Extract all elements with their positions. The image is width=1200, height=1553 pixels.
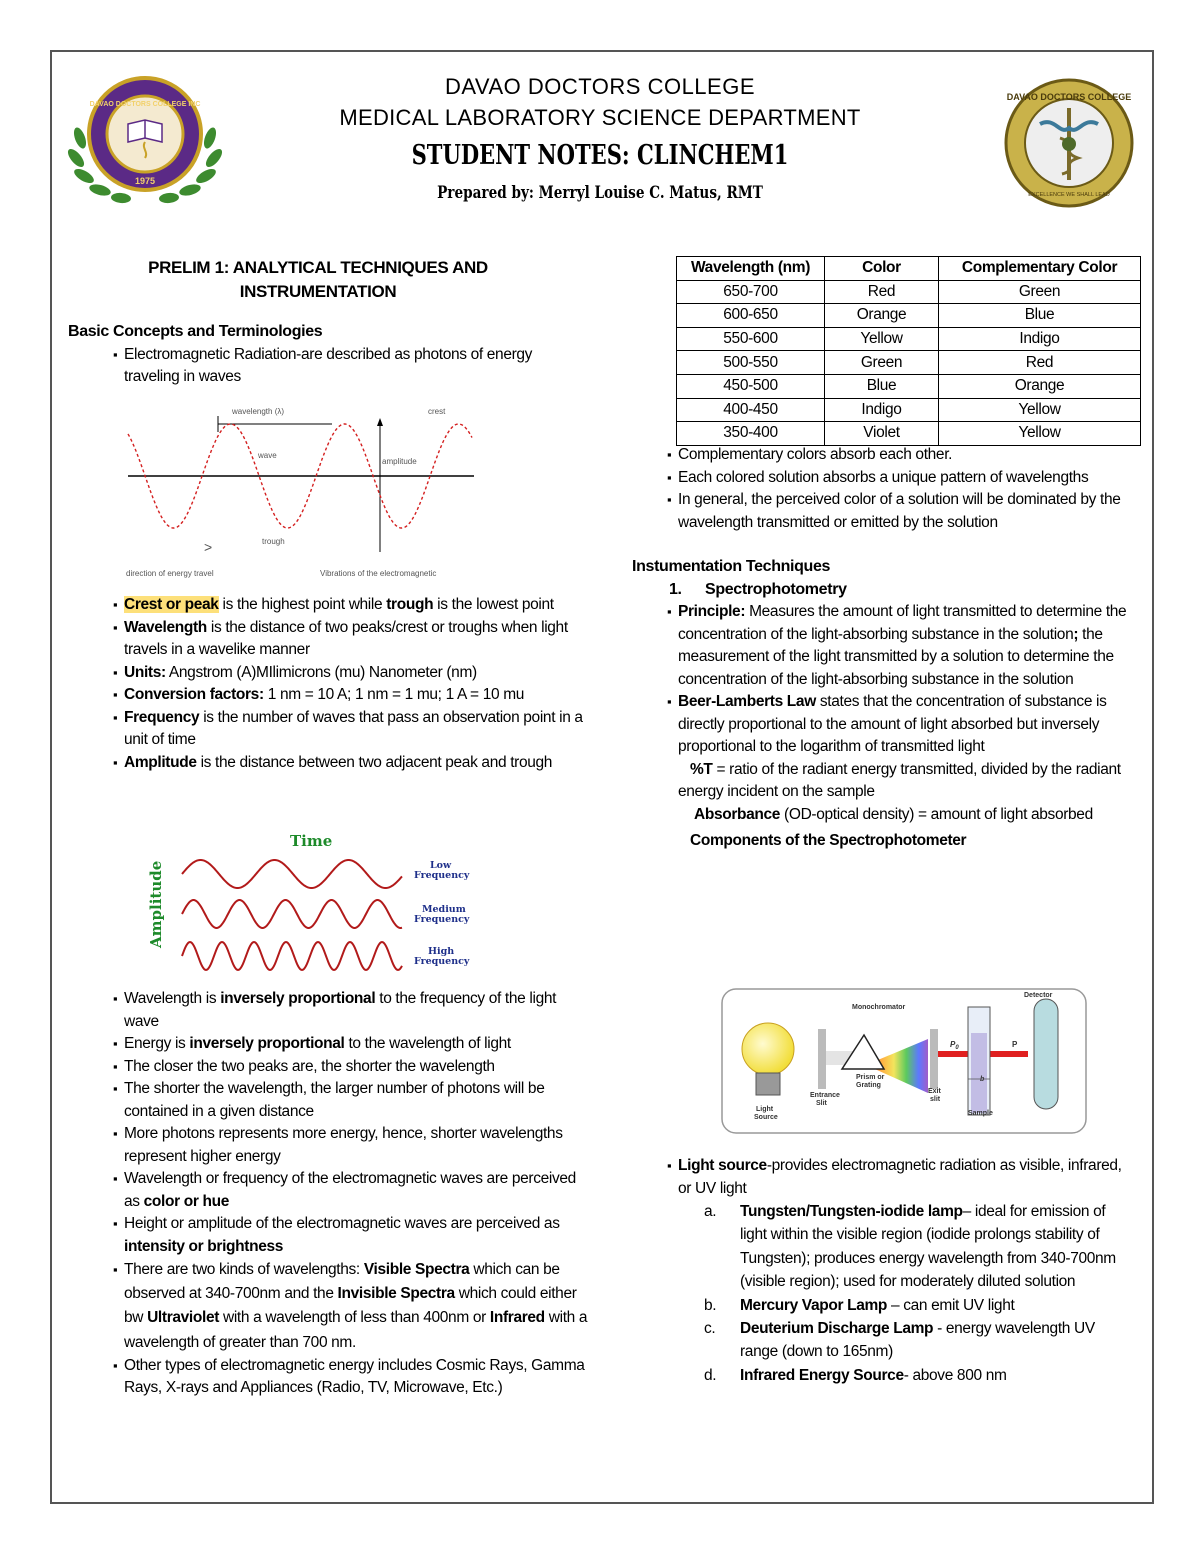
list-item: ▪ Height or amplitude of the electromagnetic waves are perceived as intensity or brightness [68, 1213, 588, 1258]
list-item: c. Deuterium Discharge Lamp - energy wavelength UV range (down to 165nm) [704, 1320, 1095, 1361]
list-item: a. Tungsten/Tungsten-iodide lamp– ideal for emission of light within the visible region (iodide prolongs stability of Tungsten); produces energy wavelength from 340-700nm (visible region); used for moderately diluted solution [704, 1203, 1116, 1291]
entrance-label: Entrance [810, 1092, 840, 1099]
list-item: ▪ Units: Angstrom (A)MIlimicrons (mu) Nanometer (nm) [68, 662, 588, 685]
lamp-list [632, 1200, 1132, 1387]
table-header-row [677, 257, 1141, 281]
wave-diagram [122, 402, 478, 580]
prism-label: Prism or [856, 1074, 885, 1081]
light-source-list [621, 1155, 1132, 1200]
seal-motto: EXCELLENCE WE SHALL LEAD [1028, 192, 1110, 198]
spectrophotometry-list [621, 601, 1132, 759]
left-column [68, 256, 588, 389]
list-item: ▪ More photons represents more energy, hence, shorter wavelengths represent higher energy [68, 1123, 588, 1168]
table-row: 500-550 Green Red [677, 351, 1141, 375]
low-label: Low [430, 860, 452, 871]
grating-label: Grating [856, 1082, 881, 1089]
terms-list [68, 594, 588, 774]
detector-label: Detector [1024, 992, 1053, 999]
crest-label: crest [428, 407, 446, 416]
exit-slit-label: slit [930, 1096, 941, 1103]
list-item: ▪ Electromagnetic Radiation-are described as photons of energy traveling in waves [68, 344, 588, 389]
components-heading: Components of the Spectrophotometer [690, 832, 967, 849]
exit-label: Exit [928, 1088, 941, 1095]
list-item: ▪ The shorter the wavelength, the larger number of photons will be contained in a given distance [68, 1078, 588, 1123]
list-item: ▪ Wavelength is the distance of two peaks/crest or troughs when light travels in a wavelike manner [68, 617, 588, 662]
list-item: ▪ Wavelength is inversely proportional to the frequency of the light wave [68, 988, 588, 1033]
medium-label: Medium [422, 904, 466, 915]
trough-label: trough [262, 537, 285, 546]
seal-year: 1975 [134, 176, 156, 186]
list-item: ▪ There are two kinds of wavelengths: Visible Spectra which can be observed at 340-700nm and the Invisible Spectra which could either bw Ultraviolet with a wavelength of less than 400nm or Infrared with a wavelength of greater than 700 nm. [68, 1258, 588, 1355]
high-label-2: Frequency [414, 956, 470, 967]
college-name: DAVAO DOCTORS COLLEGE [444, 74, 755, 99]
list-item: b. Mercury Vapor Lamp – can emit UV light [704, 1296, 1015, 1314]
left-column-terms [68, 594, 588, 774]
left-column-properties [68, 988, 588, 1400]
prepared-by: Prepared by: Merryl Louise C. Matus, RMT [437, 183, 763, 203]
seal-text: DAVAO DOCTORS COLLEGE [1006, 92, 1132, 102]
p-label: P [1012, 1040, 1018, 1049]
list-item: ▪ Energy is inversely proportional to the wavelength of light [68, 1033, 588, 1056]
amplitude-label: amplitude [382, 457, 417, 466]
spectrophotometer-diagram [718, 985, 1090, 1137]
b-label: b [980, 1076, 985, 1083]
table-row: 450-500 Blue Orange [677, 374, 1141, 398]
table-row: 550-600 Yellow Indigo [677, 327, 1141, 351]
amplitude-axis-label: Amplitude [147, 860, 165, 948]
seal-text: DAVAO DOCTORS COLLEGE INC [89, 101, 201, 108]
spectrophotometry-heading: 1. Spectrophotometry [669, 580, 847, 598]
department-name: MEDICAL LABORATORY SCIENCE DEPARTMENT [339, 105, 861, 130]
notes-title: STUDENT NOTES: CLINCHEM1 [411, 140, 789, 171]
list-item: ▪ Other types of electromagnetic energy includes Cosmic Rays, Gamma Rays, X-rays and Appliances (Radio, TV, Microwave, Etc.) [68, 1355, 588, 1400]
list-item: ▪ Each colored solution absorbs a unique pattern of wavelengths [621, 467, 1132, 490]
right-column-notes [632, 444, 1132, 853]
list-item: ▪ Principle: Measures the amount of light transmitted to determine the concentration of the light-absorbing substance in the solution; the measurement of the light transmitted by a solution to determine the concentration of the light-absorbing substance in the solution [621, 601, 1132, 691]
table-row: 600-650 Orange Blue [677, 304, 1141, 328]
frequency-diagram [142, 830, 484, 976]
list-item: ▪ Frequency is the number of waves that pass an observation point in a unit of time [68, 707, 588, 752]
color-notes-list [621, 444, 1132, 534]
list-item: ▪ Complementary colors absorb each other. [621, 444, 1132, 467]
wave-label: wave [258, 451, 277, 460]
vibration-label: Vibrations of the electromagnetic [320, 569, 437, 578]
direction-label: direction of energy travel [126, 569, 214, 578]
svg-text:>: > [204, 539, 213, 555]
wavelength-label: wavelength (λ) [232, 407, 285, 416]
header-cell: Complementary Color [939, 257, 1141, 281]
table-row: 650-700 Red Green [677, 280, 1141, 304]
table-row: 350-400 Violet Yellow [677, 422, 1141, 446]
time-label: Time [290, 832, 333, 850]
list-item: ▪ Crest or peak is the highest point while trough is the lowest point [68, 594, 588, 617]
header-cell: Color [825, 257, 939, 281]
low-label-2: Frequency [414, 870, 470, 881]
list-item: ▪ Conversion factors: 1 nm = 10 A; 1 nm = 1 mu; 1 A = 10 mu [68, 684, 588, 707]
color-table [676, 256, 1141, 446]
sample-label: Sample [968, 1110, 993, 1117]
section-title: PRELIM 1: ANALYTICAL TECHNIQUES AND INSTRUMENTATION [148, 258, 488, 301]
list-item: d. Infrared Energy Source- above 800 nm [704, 1366, 1007, 1384]
medium-label-2: Frequency [414, 914, 470, 925]
light-label: Light [756, 1106, 774, 1113]
high-label: High [428, 946, 455, 957]
source-label: Source [754, 1114, 778, 1121]
slit-label: Slit [816, 1100, 827, 1107]
list-item: ▪ Beer-Lamberts Law states that the concentration of substance is directly proportional to the amount of light absorbed but inversely proportional to the logarithm of transmitted light [621, 691, 1132, 759]
properties-list [68, 988, 588, 1400]
table-row: 400-450 Indigo Yellow [677, 398, 1141, 422]
list-item: ▪ Amplitude is the distance between two adjacent peak and trough [68, 752, 588, 775]
list-item: ▪ The closer the two peaks are, the shorter the wavelength [68, 1056, 588, 1079]
list-item: ▪ Wavelength or frequency of the electromagnetic waves are perceived as color or hue [68, 1168, 588, 1213]
p0-label: $P_0$ [950, 1040, 959, 1051]
list-item: ▪ Light source-provides electromagnetic radiation as visible, infrared, or UV light [621, 1155, 1132, 1200]
monochromator-label: Monochromator [852, 1004, 906, 1011]
percent-t-definition: %T = ratio of the radiant energy transmitted, divided by the radiant energy incident on the sample [678, 760, 1121, 800]
right-column-light-sources [632, 1155, 1132, 1387]
instrumentation-heading: Instumentation Techniques [632, 558, 831, 575]
list-item: ▪ In general, the perceived color of a solution will be dominated by the wavelength transmitted or emitted by the solution [621, 489, 1132, 534]
header-cell: Wavelength (nm) [677, 257, 825, 281]
absorbance-definition: Absorbance (OD-optical density) = amount of light absorbed [694, 805, 1093, 823]
basic-concepts-heading: Basic Concepts and Terminologies [68, 323, 323, 340]
em-radiation-list [68, 344, 588, 389]
